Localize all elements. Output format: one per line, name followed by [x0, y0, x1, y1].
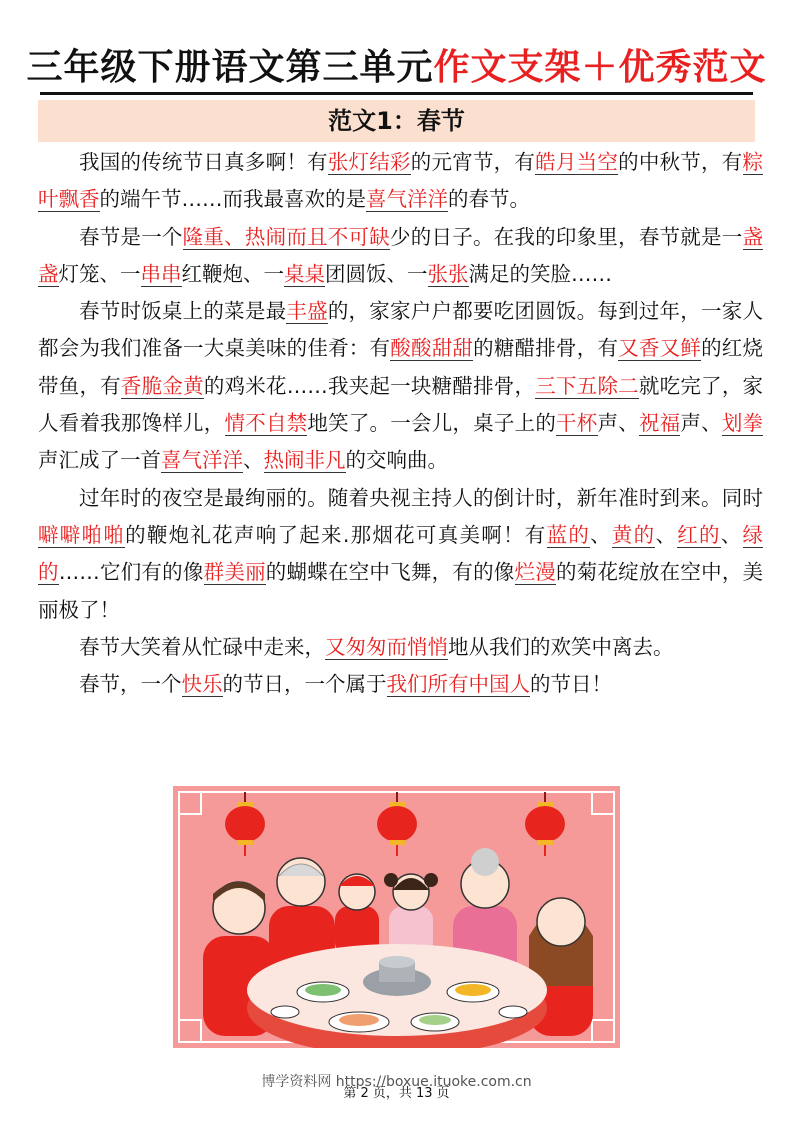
- essay-paragraph: [38, 144, 763, 219]
- text-segment: 、: [655, 522, 678, 547]
- essay-paragraph: [38, 666, 763, 703]
- family-dinner-illustration: [173, 786, 620, 1048]
- text-segment: 红鞭炮、一: [181, 261, 284, 286]
- highlighted-phrase: 隆重、热闹而且不可缺: [182, 224, 391, 249]
- highlighted-phrase: 三下五除二: [535, 373, 639, 398]
- highlighted-phrase: 绿的: [38, 522, 764, 585]
- highlighted-phrase: 黄的: [611, 522, 656, 547]
- text-segment: 春节大笑着从忙碌中走来，: [79, 634, 325, 659]
- text-segment: 地从我们的欢笑中离去。: [448, 634, 674, 659]
- text-segment: 的糖醋排骨，有: [473, 336, 619, 361]
- text-segment: 过年时的夜空是最绚丽的。随着央视主持人的倒计时，新年准时到来。同时: [79, 485, 763, 510]
- text-segment: 的红烧带鱼，有: [38, 336, 764, 398]
- highlighted-phrase: 蓝的: [546, 522, 591, 547]
- text-segment: 我国的传统节日真多啊！有: [79, 150, 328, 174]
- text-segment: 的元宵节，有: [410, 150, 536, 174]
- section-heading: 范文1：春节: [38, 100, 755, 142]
- highlighted-phrase: 群美丽: [203, 560, 266, 585]
- text-segment: 少的日子。在我的印象里，春节就是一: [390, 224, 743, 249]
- text-segment: 春节时饭桌上的菜是最: [79, 299, 287, 324]
- text-segment: ……它们有的像: [58, 560, 204, 585]
- text-segment: 、: [243, 448, 264, 473]
- text-segment: 声、: [680, 411, 722, 436]
- text-segment: 声汇成了一首: [38, 448, 161, 473]
- highlighted-phrase: 丰盛: [286, 299, 328, 324]
- highlighted-phrase: 祝福: [638, 411, 681, 436]
- highlighted-phrase: 快乐: [181, 672, 223, 697]
- girl-figure-icon: [384, 873, 438, 956]
- highlighted-phrase: 张张: [427, 261, 469, 286]
- text-segment: 的菊花绽放在空中，美丽极了！: [38, 560, 764, 622]
- highlighted-phrase: 噼噼啪啪: [38, 522, 126, 547]
- essay-paragraph: [38, 629, 763, 666]
- text-segment: 的端午节……而我最喜欢的是: [99, 187, 366, 212]
- highlighted-phrase: 干杯: [556, 411, 598, 436]
- text-segment: 地笑了。一会儿，桌子上的: [307, 411, 557, 436]
- text-segment: 春节，一个: [79, 672, 182, 697]
- boy-figure-icon: [335, 874, 379, 956]
- text-segment: 的节日，一个属于: [222, 672, 387, 697]
- highlighted-phrase: 皓月当空: [535, 150, 619, 174]
- text-segment: 春节是一个: [79, 224, 183, 249]
- footer-page-number: 第 2 页，共 13 页: [343, 1086, 450, 1101]
- highlighted-phrase: 串串: [140, 261, 182, 286]
- text-segment: 、: [590, 522, 612, 547]
- text-segment: 的交响曲。: [345, 448, 448, 473]
- essay-paragraph: [38, 293, 763, 479]
- text-segment: 的中秋节，有: [618, 150, 743, 174]
- title-underline: [40, 92, 753, 95]
- footer-website: 博学资料网 https://boxue.ituoke.com.cn: [261, 1074, 532, 1090]
- highlighted-phrase: 热闹非凡: [263, 448, 346, 473]
- highlighted-phrase: 喜气洋洋: [161, 448, 243, 473]
- highlighted-phrase: 红的: [677, 522, 721, 547]
- highlighted-phrase: 烂漫: [514, 560, 556, 585]
- text-segment: 团圆饭、一: [325, 261, 428, 286]
- text-segment: 、: [720, 522, 743, 547]
- title-black-part: 三年级下册语文第三单元: [26, 47, 434, 88]
- text-segment: 声、: [597, 411, 639, 436]
- text-segment: 的蝴蝶在空中飞舞，有的像: [265, 560, 515, 585]
- text-segment: 的鞭炮礼花声响了起来.那烟花可真美啊！有: [125, 522, 547, 547]
- highlighted-phrase: 划拳: [721, 411, 764, 436]
- text-segment: 的春节。: [448, 187, 530, 212]
- highlighted-phrase: 酸酸甜甜: [390, 336, 474, 361]
- highlighted-phrase: 又香又鲜: [618, 336, 702, 361]
- highlighted-phrase: 又匆匆而悄悄: [325, 634, 448, 659]
- text-segment: 的节日！: [530, 672, 612, 697]
- highlighted-phrase: 我们所有中国人: [386, 672, 530, 697]
- highlighted-phrase: 张灯结彩: [327, 150, 411, 174]
- essay-paragraph: [38, 219, 763, 294]
- text-segment: 灯笼、一: [58, 261, 141, 286]
- text-segment: 的，家家户户都要吃团圆饭。每到过年，一家人都会为我们准备一大桌美味的佳肴：有: [38, 299, 763, 361]
- highlighted-phrase: 粽叶飘香: [38, 150, 763, 212]
- highlighted-phrase: 情不自禁: [224, 411, 308, 436]
- title-red-part: 作文支架＋优秀范文: [433, 47, 767, 88]
- dinner-table-icon: [247, 944, 547, 1048]
- document-title: [0, 44, 793, 92]
- highlighted-phrase: 喜气洋洋: [366, 187, 448, 212]
- essay-paragraph: [38, 480, 763, 629]
- text-segment: 的鸡米花……我夹起一块糖醋排骨，: [203, 373, 536, 398]
- essay-body: [38, 144, 763, 703]
- text-segment: 满足的笑脸……: [468, 261, 612, 286]
- highlighted-phrase: 盏盏: [38, 224, 763, 286]
- highlighted-phrase: 桌桌: [284, 261, 325, 286]
- text-segment: 就吃完了，家人看着我那馋样儿，: [38, 373, 764, 436]
- highlighted-phrase: 香脆金黄: [120, 373, 204, 398]
